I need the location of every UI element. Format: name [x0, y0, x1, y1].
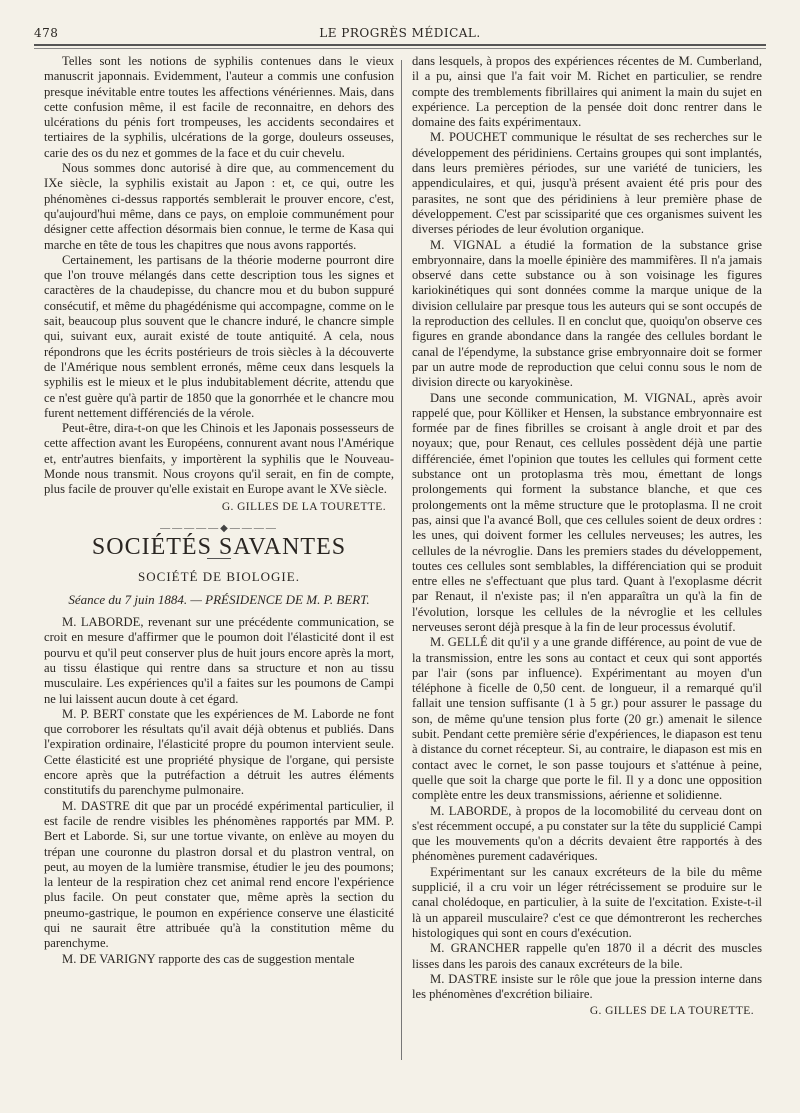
paragraph: M. POUCHET communique le résultat de ses recherches sur le développement des péridiniens. Certains groupes qui sont implantés, dans leurs premières périodes, sur une variété de tuniciers, les appendiculaires, et qui, jusqu'à présent avaient été pris pour des parasites, ne sont que des péridiniens à leur première phase de développement. C'est par scissiparité que ces organismes suivent les diverses périodes de leur évolution organique. [412, 130, 762, 237]
paragraph: M. VIGNAL a étudié la formation de la substance grise embryonnaire, dans la moelle épinière des mammifères. Il n'a jamais observé dans cette substance ou à son voisinage les figures kariokinétiques qui sont données comme la marque unique de la division cellulaire par presque tous les auteurs qui se sont occupés de la reproduction des cellules. Il en conclut que, quoiqu'on observe ces figures en grande abondance dans la rangée des cellules bordant le canal de l'épendyme, la substance grise embryonnaire doit se former par un autre mode de reproduction que celui connu sous le nom de division directe ou karyokinèse. [412, 237, 762, 390]
paragraph: M. LABORDE, revenant sur une précédente communication, se croit en mesure d'affirmer que le poumon doit l'élasticité dont il est pourvu et qu'il peut conserver plus de huit jours encore après la mort, au tissu élastique qui rentre dans sa structure et non au tissu musculaire. Les expériences qu'il a faites sur les poumons de Campi ne lui laissent aucun doute à cet égard. [44, 615, 394, 706]
paragraph: Peut-être, dira-t-on que les Chinois et les Japonais possesseurs de cette affection avant les Européens, connurent avant nous l'Amérique et, entr'autres bienfaits, y importèrent la syphilis que le Nouveau-Monde nous transmit. Nous croyons qu'il serait, en fin de compte, plus facile de prouver qu'elle existait en Europe avant le XVe siècle. [44, 421, 394, 497]
section-title: SOCIÉTÉS SAVANTES [91, 534, 347, 561]
paragraph: Telles sont les notions de syphilis contenues dans le vieux manuscrit japonnais. Evidemment, l'auteur a commis une confusion presque inévitable entre toutes les affections vénériennes. Mais, dans cette confusion même, il est facile de reconnaitre, en dehors des ulcérations du pénis fort trompeuses, les accidents secondaires et tertiaires de la syphilis, ulcérations de la gorge, douleurs osseuses, carie des os du nez et gommes de la face et du cuir chevelu. [44, 54, 394, 160]
paragraph: M. GELLÉ dit qu'il y a une grande différence, au point de vue de la transmission, entre les sons au contact et ceux qui sont apportés par l'air (sons par influence). Expérimentant au moyen d'un téléphone à ficelle de 0,50 cent. de longueur, il a remarqué qu'il fallait une tension suffisante (1 à 5 gr.) pour assurer le passage du son, de même qu'une tension plus forte (20 gr.) amenait le silence subit. Pendant cette première série d'expériences, le diapason est tenu à distance du cornet récepteur. Si, au contraire, le diapason est mis en contact avec le cornet, le son passe toujours et s'atténue à peine, quelle que soit la charge que porte le fil. Il y a donc une opposition complète entre les deux transmissions, aérienne et solidienne. [412, 635, 762, 803]
journal-title: LE PROGRÈS MÉDICAL. [319, 26, 481, 40]
running-head [34, 26, 766, 42]
right-column [412, 54, 762, 1020]
paragraph: M. DASTRE dit que par un procédé expérimental particulier, il est facile de rendre visibles les phénomènes rapportés par MM. P. Bert et Laborde. Si, sur une tortue vivante, on enlève au moyen du trépan une couronne du plastron dorsal et du plastron ventral, on peut, au moyen de la lumière transmise, étudier le jeu des poumons; la lenteur de la respiration chez cet animal rend encore l'expérience plus facile. On peut constater que, même après la section du pneumo-gastrique, le poumon en expérience conserve une élasticité qui ne saurait être attribuée qu'à la constitution même du parenchyme. [44, 798, 394, 951]
paragraph: M. DASTRE insiste sur le rôle que joue la pression interne dans les phénomènes d'excrétion biliaire. [412, 971, 762, 1002]
header-rule-thin [34, 48, 766, 49]
paragraph: Dans une seconde communication, M. VIGNAL, après avoir rappelé que, pour Kölliker et Hensen, la substance embryonnaire est formée par de fines fibrilles se croisant à angle droit et par des noyaux; que, pour Renaut, ces cellules possèdent déjà une partie différenciée, émet l'opinion que toutes les cellules qui forment cette substance ont un protoplasma très mou, émettant de longs prolongements qui forment la substance blanche, et que ces prolongements ont la même structure que le protoplasma. Il ne croit pas, ainsi que l'a avancé Boll, que ces cellules soient de deux ordres : les unes, qui doivent former les cellules nerveuses; les autres, les cellules de la névroglie. Dans les premiers stades du développement, toutes ces cellules sont semblables, la différenciation qui se produit entre elles ne s'effectuant que plus tard. Quant à l'exoplasme décrit par Renaut, il n'existe pas; il n'en apparaîtra un qu'à la fin de l'évolution, lorsque les cellules de la névroglie et les cellules nerveuses seront déjà presque à la fin de leur processus évolutif. [412, 390, 762, 634]
header-rule [34, 44, 766, 46]
session-heading: Séance du 7 juin 1884. — PRÉSIDENCE DE M. P. BERT. [68, 591, 370, 607]
page-number: 478 [34, 26, 59, 40]
paragraph: dans lesquels, à propos des expériences récentes de M. Cumberland, il a pu, ainsi que l'a fait voir M. Richet en particulier, se rendre compte des tremblements fibrillaires qui animent la main du sujet en expérience. La perception de la pensée doit donc rentrer dans le domaine des faits expérimentaux. [412, 54, 762, 130]
ornament-divider: —————◆———— [160, 522, 278, 534]
society-title: SOCIÉTÉ DE BIOLOGIE. [138, 568, 300, 584]
paragraph: M. LABORDE, à propos de la locomobilité du cerveau dont on s'est récemment occupé, a pu constater sur la tête du supplicié Campi que les mouvements qu'on a décrits devaient être rapportés à des phénomènes purement cadavériques. [412, 803, 762, 864]
paragraph: M. DE VARIGNY rapporte des cas de suggestion mentale [62, 951, 355, 966]
paragraph: Expérimentant sur les canaux excréteurs de la bile du même supplicié, il a cru voir un léger rétrécissement se produire sur le canal cholédoque, en particulier, à la suite de l'excitation. Existe-t-il là un appareil musculaire? c'est ce que démontreront les recherches histologiques qui sont en cours d'exécution. [412, 864, 762, 940]
paragraph: M. GRANCHER rappelle qu'en 1870 il a décrit des muscles lisses dans les parois des canaux excréteurs de la bile. [412, 941, 762, 971]
author-signature: G. GILLES DE LA TOURETTE. [221, 500, 386, 513]
paragraph: M. P. BERT constate que les expériences de M. Laborde ne font que corroborer les résultats qu'il avait déjà obtenus et publiés. Dans l'expiration ordinaire, l'élasticité propre du poumon intervient seule. Cette élasticité est une propriété physique de l'organe, qui persiste encore après que la putréfaction a détruit les autres éléments constitutifs du parenchyme pulmonaire. [44, 706, 394, 798]
left-column [44, 54, 394, 967]
paragraph: Certainement, les partisans de la théorie moderne pourront dire que l'on trouve mélangés dans cette description tous les signes et caractères de la chaudepisse, du chancre mou et du bubon suppuré consécutif, et même du phagédénisme qui accompagne, comme on le sait, beaucoup plus souvent que le chancre induré, le chancre simple qui, suivant eux, aurait existé de toute antiquité. A cela, nous répondrons que les écrits postérieurs de trois siècles à la découverte de l'Amérique nous semblent erronés, même ceux dans lesquels la syphilis est le mieux et le plus indubitablement décrite, attendu que ce n'est guère qu'à partir de 1850 que la gonorrhée et le chancre mou furent nettement différenciés de la vérole. [44, 252, 394, 420]
author-signature: G. GILLES DE LA TOURETTE. [589, 1005, 754, 1018]
paragraph: Nous sommes donc autorisé à dire que, au commencement du IXe siècle, la syphilis existait au Japon : et, ce qui, outre les phénomènes ci-dessus rapportés semblerait le prouver encore, c'est, qu'aujourd'hui même, dans ce pays, on emploie communément pour désigner cette affection désormais bien connue, le terme de Kasa qui marche en tête de tous les chapitres que nous avons rapportés. [44, 161, 394, 252]
column-divider [401, 60, 402, 1060]
